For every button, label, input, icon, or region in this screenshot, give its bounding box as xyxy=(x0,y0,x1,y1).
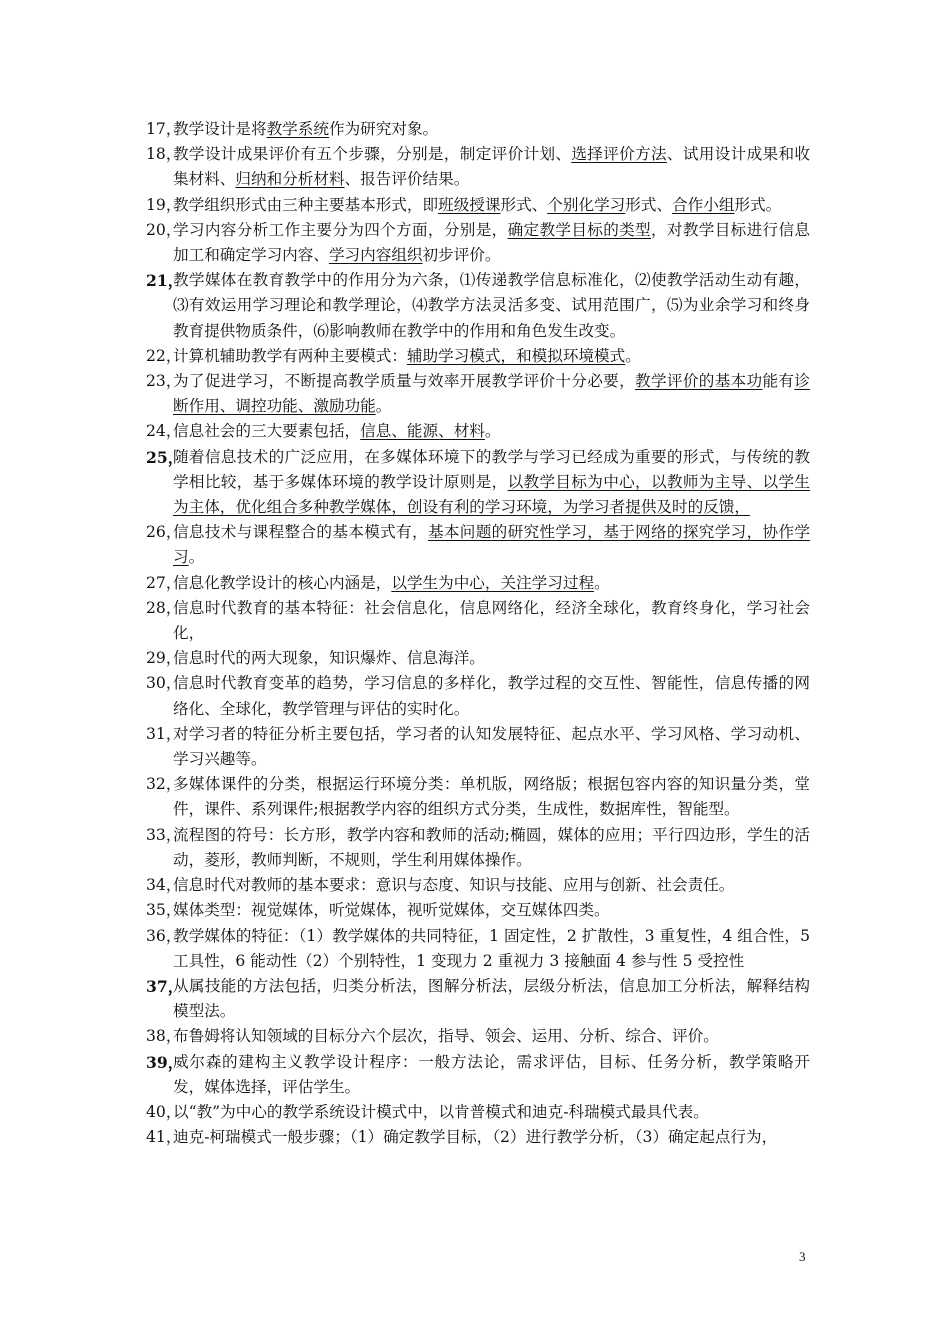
page-number: 3 xyxy=(799,1249,806,1264)
item-number: 41， xyxy=(146,1128,182,1147)
item-text: 形式、 xyxy=(500,195,548,214)
list-item xyxy=(146,419,810,444)
item-text: ，对教学目标进行信息加工和确定学习内容、 xyxy=(173,220,810,265)
list-item xyxy=(146,571,810,596)
item-number: 22， xyxy=(146,346,182,365)
list-item xyxy=(146,1050,810,1100)
item-number: 30， xyxy=(146,674,182,693)
item-text: 信息技术与课程整合的基本模式有， xyxy=(173,523,428,542)
item-number: 32， xyxy=(146,775,182,794)
list-item xyxy=(146,974,810,1024)
item-text: 教学设计成果评价有五个步骤，分别是，制定评价计划、 xyxy=(173,145,572,164)
item-number: 23， xyxy=(146,372,182,391)
list-item xyxy=(146,1024,810,1049)
item-text: 信息时代对教师的基本要求：意识与态度、知识与技能、应用与创新、社会责任。 xyxy=(173,876,735,895)
list-item xyxy=(146,142,810,192)
list-item xyxy=(146,344,810,369)
item-text: 随着信息技术的广泛应用，在多媒体环境下的教学与学习已经成为重要的形式，与传统的教学相比较，基于多媒体环境的教学设计原则是， xyxy=(173,447,810,491)
item-text: 作为研究对象。 xyxy=(328,120,439,138)
item-number: 19， xyxy=(146,195,182,214)
item-text: 、报告评价结果。 xyxy=(344,170,470,189)
item-number: 24， xyxy=(146,422,182,441)
list-item xyxy=(146,445,810,521)
underlined-answer: 个别化学习 xyxy=(547,195,626,214)
item-text: 、试用设计成果和收集材料、 xyxy=(173,145,810,189)
page-content xyxy=(146,117,810,1150)
item-text: 信息化教学设计的核心内涵是， xyxy=(173,573,392,592)
list-item xyxy=(146,596,810,646)
list-item xyxy=(146,1125,810,1150)
item-text: 教学组织形式由三种主要基本形式，即 xyxy=(173,195,439,214)
underlined-answer: 诊断作用、调控功能、激励功能 xyxy=(173,372,810,416)
item-text: 。 xyxy=(625,346,641,365)
item-text: 为了促进学习，不断提高教学质量与效率开展教学评价十分必要， xyxy=(173,372,636,391)
underlined-answer: 教学评价的基本功 xyxy=(635,372,763,391)
list-item xyxy=(146,898,810,923)
item-number: 27， xyxy=(146,573,182,592)
item-text: 多媒体课件的分类，根据运行环境分类：单机版，网络版；根据包容内容的知识量分类，堂件，课件、系列课件;根据教学内容的组织方式分类，生成性，数据库性，智能型。 xyxy=(173,775,810,819)
list-item xyxy=(146,924,810,974)
underlined-answer: 教学系统 xyxy=(266,120,329,138)
underlined-answer: 辅助学习模式，和模拟环境模式 xyxy=(406,346,626,365)
underlined-answer: 以教学目标为中心，以教师为主导、以学生为主体，优化组合多种教学媒体，创设有利的学习环境，为学习者提供及时的反馈， xyxy=(173,472,810,517)
item-text: 学习内容分析工作主要分为四个方面，分别是， xyxy=(173,220,508,239)
item-text: 教学媒体的特征：（1）教学媒体的共同特征，1 固定性，2 扩散性，3 重复性，4 组合性，5 工具性，6 能动性（2）个别特性，1 变现力 2 重视力 3 接触面 4 参与性 5 受控性 xyxy=(173,926,810,970)
item-number: 34， xyxy=(146,876,182,895)
underlined-answer: 信息、能源、材料 xyxy=(360,422,485,441)
item-text: 。 xyxy=(484,422,501,441)
item-number: 36， xyxy=(146,926,182,945)
item-number: 21， xyxy=(146,271,184,291)
item-number: 35， xyxy=(146,901,182,920)
item-text: 教学媒体在教育教学中的作用分为六条，⑴传递教学信息标准化，⑵使教学活动生动有趣，⑶有效运用学习理论和教学理论，⑷教学方法灵活多变、试用范围广，⑸为业余学习和终身教育提供物质条件，⑹影响教师在教学中的作用和角色发生改变。 xyxy=(173,271,810,340)
list-item xyxy=(146,772,810,822)
item-number: 33， xyxy=(146,825,182,844)
list-item xyxy=(146,823,810,873)
item-number: 29， xyxy=(146,649,182,668)
underlined-answer: 班级授课 xyxy=(438,195,501,214)
item-text: 教学设计是将 xyxy=(173,120,267,138)
list-item xyxy=(146,369,810,419)
underlined-answer: 确定教学目标的类型 xyxy=(507,220,651,239)
item-text: 布鲁姆将认知领域的目标分六个层次，指导、领会、运用、分析、综合、评价。 xyxy=(173,1027,719,1046)
list-item xyxy=(146,722,810,772)
item-text: 。 xyxy=(188,548,205,567)
item-text: 。 xyxy=(594,573,610,592)
item-number: 25， xyxy=(146,447,184,467)
item-text: 从属技能的方法包括，归类分析法，图解分析法，层级分析法，信息加工分析法，解释结构模型法。 xyxy=(173,976,810,1021)
item-text: 威尔森的建构主义教学设计程序：一般方法论，需求评估，目标、任务分析，教学策略开发，媒体选择，评估学生。 xyxy=(173,1052,810,1096)
list-item xyxy=(146,218,810,268)
item-number: 17， xyxy=(146,120,182,138)
item-text: 形式、 xyxy=(625,195,673,214)
item-number: 20， xyxy=(146,220,182,239)
list-item xyxy=(146,117,810,142)
list-item xyxy=(146,520,810,570)
item-number: 39， xyxy=(146,1052,184,1072)
item-text: 形式。 xyxy=(734,195,782,214)
item-text: 。 xyxy=(375,397,392,416)
underlined-answer: 学习内容组织 xyxy=(328,246,423,265)
item-number: 31， xyxy=(146,724,182,743)
item-text: 信息时代教育的基本特征：社会信息化，信息网络化，经济全球化，教育终身化，学习社会化， xyxy=(173,598,810,643)
item-text: 媒体类型：视觉媒体，听觉媒体，视听觉媒体，交互媒体四类。 xyxy=(173,901,610,920)
item-number: 40， xyxy=(146,1102,182,1121)
list-item xyxy=(146,193,810,218)
underlined-answer: 合作小组 xyxy=(672,195,735,214)
item-text: 计算机辅助教学有两种主要模式： xyxy=(173,346,407,365)
underlined-answer: 基本问题的研究性学习，基于网络的探究学习，协作学习 xyxy=(173,523,810,567)
item-text: 初步评价。 xyxy=(422,246,501,265)
item-number: 38， xyxy=(146,1027,182,1046)
underlined-answer: 以学生为中心，关注学习过程 xyxy=(391,573,595,592)
list-item xyxy=(146,873,810,898)
item-text: 信息时代教育变革的趋势，学习信息的多样化，教学过程的交互性、智能性，信息传播的网络化、全球化，教学管理与评估的实时化。 xyxy=(173,674,810,718)
item-number: 37， xyxy=(146,976,184,996)
list-item xyxy=(146,646,810,671)
underlined-answer: 选择评价方法 xyxy=(571,145,667,164)
item-text: 迪克-柯瑞模式一般步骤；（1）确定教学目标，（2）进行教学分析，（3）确定起点行为， xyxy=(173,1128,778,1147)
list-item xyxy=(146,671,810,721)
item-text: 能有 xyxy=(762,372,795,391)
item-number: 18， xyxy=(146,145,182,164)
item-text: 以“教”为中心的教学系统设计模式中，以肯普模式和迪克-科瑞模式最具代表。 xyxy=(173,1102,709,1121)
item-number: 26， xyxy=(146,523,182,542)
item-text: 信息时代的两大现象，知识爆炸、信息海洋。 xyxy=(173,649,485,668)
item-text: 信息社会的三大要素包括， xyxy=(173,422,361,441)
list-item xyxy=(146,268,810,344)
item-text: 对学习者的特征分析主要包括，学习者的认知发展特征、起点水平、学习风格、学习动机、学习兴趣等。 xyxy=(173,724,810,769)
item-number: 28， xyxy=(146,598,182,617)
item-text: 流程图的符号：长方形，教学内容和教师的活动;椭圆，媒体的应用；平行四边形，学生的活动，菱形，教师判断，不规则，学生利用媒体操作。 xyxy=(173,825,810,869)
list-item xyxy=(146,1100,810,1125)
underlined-answer: 归纳和分析材料 xyxy=(235,170,345,189)
